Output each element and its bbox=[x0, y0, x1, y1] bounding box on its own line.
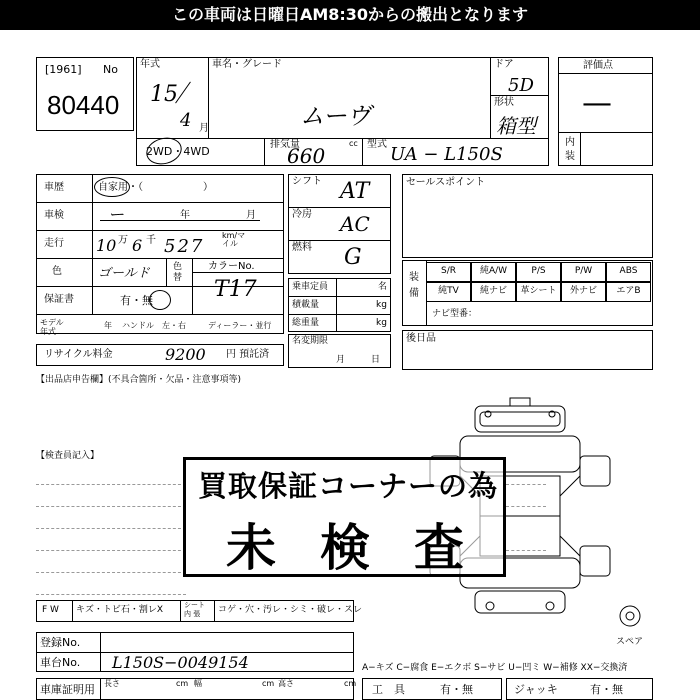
recycle-label: リサイクル料金 bbox=[44, 349, 113, 360]
equipment-item: ABS bbox=[606, 262, 651, 282]
shape-value: 箱型 bbox=[496, 114, 536, 138]
gross-label: 総重量 bbox=[292, 318, 320, 328]
shop-notes-label: 【出品店申告欄】(不具合箇所・欠品・注意事項等) bbox=[36, 375, 242, 385]
jack-value: 有・無 bbox=[590, 683, 623, 696]
mileage-sen-unit: 千 bbox=[146, 235, 156, 246]
name-change-label: 名変期限 bbox=[292, 336, 329, 346]
chassis-label: 車台No. bbox=[40, 656, 81, 669]
inspection-year-unit: 年 bbox=[180, 210, 190, 221]
fw-label: F W bbox=[42, 605, 59, 615]
model-label: 型式 bbox=[367, 139, 387, 150]
equipment-item: S/R bbox=[426, 262, 471, 282]
pickup-notice-banner: この車両は日曜日AM8:30からの搬出となります bbox=[0, 0, 700, 30]
model-year-label: モデル年式 bbox=[40, 318, 64, 336]
car-name-value: ムーヴ bbox=[300, 102, 371, 130]
year-value: 15 bbox=[150, 82, 178, 107]
handle-label: ハンドル 左・右 bbox=[122, 321, 186, 330]
history-value: 自家用・（ ） bbox=[98, 182, 213, 193]
color-no-value: T17 bbox=[214, 277, 257, 302]
shape-label: 形状 bbox=[494, 97, 514, 108]
color-value: ゴールド bbox=[98, 266, 150, 281]
sales-point-label: セールスポイント bbox=[406, 177, 486, 188]
recycle-unit: 円 預託済 bbox=[226, 349, 270, 360]
fuel-label: 燃料 bbox=[292, 242, 312, 253]
width-unit: cm bbox=[262, 679, 275, 688]
equipment-item: 純ナビ bbox=[471, 282, 516, 302]
later-date-box bbox=[402, 330, 653, 370]
mileage-label: 走行 bbox=[44, 238, 64, 249]
inspector-label: 【検査員記入】 bbox=[36, 451, 100, 461]
recycle-value: 9200 bbox=[165, 345, 206, 364]
drive-label: 2WD・4WD bbox=[146, 145, 210, 158]
equipment-item: P/W bbox=[561, 262, 606, 282]
length-unit: cm bbox=[176, 679, 189, 688]
evaluation-value: — bbox=[582, 86, 612, 121]
dealer-label: ディーラー・並行 bbox=[208, 321, 272, 330]
shift-value: AT bbox=[340, 179, 370, 204]
car-name-label: 車名・グレード bbox=[212, 59, 282, 70]
displacement-label: 排気量 bbox=[270, 139, 300, 150]
equipment-label: 装備 bbox=[409, 272, 419, 299]
tools-label: 工 具 bbox=[372, 683, 405, 696]
lot-box bbox=[36, 57, 134, 131]
color-label: 色 bbox=[52, 266, 62, 277]
jack-label: ジャッキ bbox=[514, 683, 558, 696]
spare-tire-icon bbox=[618, 604, 642, 628]
mileage-man: 10 bbox=[96, 236, 117, 255]
load-unit: kg bbox=[376, 300, 387, 310]
lot-tag: [1961] bbox=[45, 63, 82, 76]
damage-legend: A−キズ C−腐食 E−エクボ S−サビ U−凹ミ W−補修 XX−交換済 bbox=[362, 663, 628, 673]
capacity-unit: 名 bbox=[378, 282, 388, 292]
later-date-label: 後日品 bbox=[406, 333, 436, 344]
year-label: 年式 bbox=[140, 59, 160, 70]
seat-legend: コゲ・穴・汚レ・シミ・破レ・スレ bbox=[218, 605, 363, 615]
guarantee-corner-stamp bbox=[183, 457, 506, 577]
mileage-value: 527 bbox=[164, 236, 205, 257]
aircon-value: AC bbox=[340, 212, 370, 236]
color-no-label: カラーNo. bbox=[208, 261, 255, 272]
fw-legend: キズ・トビ石・割レX bbox=[76, 605, 163, 615]
lot-no-label: No bbox=[103, 63, 118, 76]
fuel-value: G bbox=[344, 245, 362, 270]
lot-number: 80440 bbox=[47, 90, 120, 120]
displacement-unit: cc bbox=[349, 139, 358, 148]
model-value: UA − L150S bbox=[390, 144, 503, 165]
shift-label: シフト bbox=[292, 176, 322, 187]
height-label: 高さ bbox=[278, 679, 294, 688]
history-label: 車歴 bbox=[44, 182, 64, 193]
aircon-label: 冷房 bbox=[292, 209, 312, 220]
equipment-item: 革シート bbox=[516, 282, 561, 302]
door-value: 5D bbox=[508, 75, 534, 96]
gross-unit: kg bbox=[376, 318, 387, 328]
model-year-unit: 年 bbox=[104, 321, 112, 330]
tools-value: 有・無 bbox=[440, 683, 473, 696]
equipment-item: 純TV bbox=[426, 282, 471, 302]
equipment-item: エアB bbox=[606, 282, 651, 302]
registration-label: 登録No. bbox=[40, 636, 81, 649]
height-unit: cm bbox=[344, 679, 357, 688]
stamp-line1: 買取保証コーナーの為 bbox=[198, 469, 499, 503]
equipment-item: 純A/W bbox=[471, 262, 516, 282]
warranty-label: 保証書 bbox=[44, 294, 74, 305]
inspection-value: ー bbox=[108, 205, 125, 224]
history-block bbox=[36, 174, 284, 334]
name-change-unit: 月日 bbox=[336, 355, 407, 365]
interior-label: 内装 bbox=[565, 137, 575, 162]
mileage-man-unit: 万 bbox=[118, 235, 128, 246]
color-change-label: 色替 bbox=[173, 262, 183, 283]
mileage-unit: km/マイル bbox=[222, 231, 246, 248]
month-unit: 月 bbox=[199, 123, 209, 134]
mileage-sen: 6 bbox=[132, 236, 143, 255]
load-label: 積載量 bbox=[292, 300, 320, 310]
length-label: 長さ bbox=[104, 679, 120, 688]
stamp-line2: 未検査 bbox=[226, 519, 508, 577]
seat-label: シート 内 張 bbox=[184, 601, 205, 618]
garage-cert-label: 車庫証明用 bbox=[40, 683, 95, 696]
inspection-label: 車検 bbox=[44, 210, 64, 221]
spare-label: スペア bbox=[616, 637, 644, 647]
warranty-value: 有・無 bbox=[120, 294, 153, 307]
inspection-month-unit: 月 bbox=[246, 210, 256, 221]
equipment-item: 外ナビ bbox=[561, 282, 606, 302]
displacement-value: 660 bbox=[287, 144, 326, 168]
evaluation-label: 評価点 bbox=[583, 60, 613, 71]
navi-model-label: ナビ型番： bbox=[432, 309, 478, 319]
chassis-value: L150S−0049154 bbox=[112, 653, 249, 672]
capacity-label: 乗車定員 bbox=[292, 282, 329, 292]
month-value: 4 bbox=[180, 110, 192, 131]
equipment-item: P/S bbox=[516, 262, 561, 282]
width-label: 幅 bbox=[194, 679, 202, 688]
door-label: ドア bbox=[494, 59, 514, 70]
